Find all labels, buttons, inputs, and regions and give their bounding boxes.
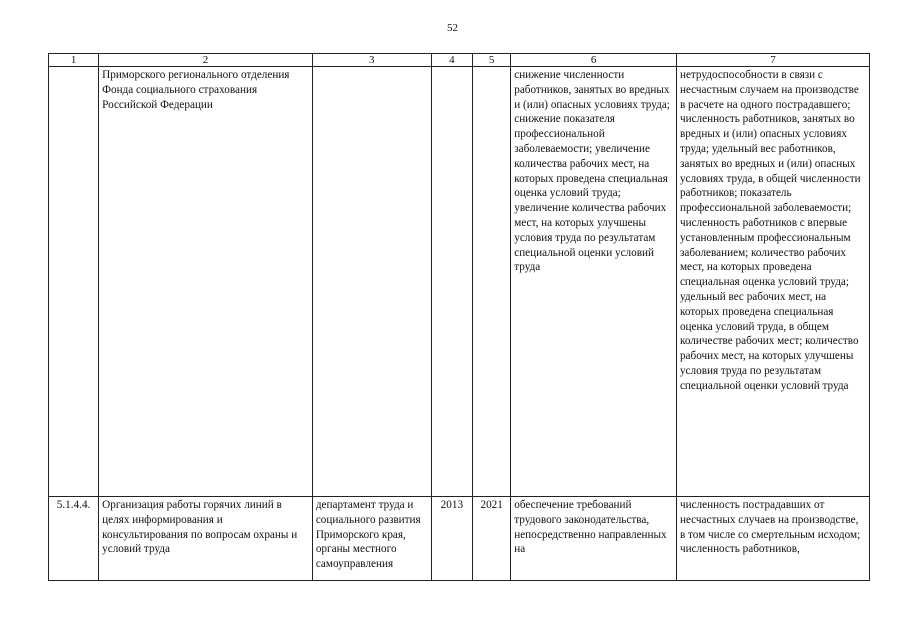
measure-number [49, 67, 99, 497]
column-number: 5 [473, 54, 511, 67]
column-number: 3 [312, 54, 431, 67]
column-number: 2 [99, 54, 313, 67]
indicators: численность пострадавших от несчастных случаев на производстве, в том числе со смертельным исходом; численность работников, [676, 497, 869, 581]
executor: департамент труда и социального развития Приморского края, органы местного самоуправления [312, 497, 431, 581]
column-number: 7 [676, 54, 869, 67]
measure-number: 5.1.4.4. [49, 497, 99, 581]
column-numbers-row [49, 54, 870, 67]
measure-name: Организация работы горячих линий в целях информирования и консультирования по вопросам охраны и условий труда [99, 497, 313, 581]
end-year [473, 67, 511, 497]
measure-name: Приморского регионального отделения Фонда социального страхования Российской Федерации [99, 67, 313, 497]
column-number: 4 [431, 54, 472, 67]
program-measures-table [48, 53, 870, 581]
column-number: 1 [49, 54, 99, 67]
indicators: нетрудоспособности в связи с несчастным случаем на производстве в расчете на одного пострадавшего; численность работников, занятых во вредных и (или) опасных условиях труда; удельный вес работников, занятых во вредных и (или) опасных условиях труда, в общей численности работников; показатель профессиональной заболеваемости; численность работников с впервые установленным профессиональным заболеванием; количество рабочих мест, на которых проведена специальная оценка условий труда; удельный вес рабочих мест, на которых проведена специальная оценка условий труда, в общем количестве рабочих мест; количество рабочих мест, на которых улучшены условия труда по результатам специальной оценки условий труда [676, 67, 869, 497]
expected-result: обеспечение требований трудового законодательства, непосредственно направленных на [511, 497, 677, 581]
table-row [49, 67, 870, 497]
start-year: 2013 [431, 497, 472, 581]
column-number: 6 [511, 54, 677, 67]
page-number: 52 [447, 22, 458, 34]
executor [312, 67, 431, 497]
expected-result: снижение численности работников, занятых во вредных и (или) опасных условиях труда; снижение показателя профессиональной заболеваемости; увеличение количества рабочих мест, на которых проведена специальная оценка условий труда; увеличение количества рабочих мест, на которых улучшены условия труда по результатам специальной оценки условий труда [511, 67, 677, 497]
end-year: 2021 [473, 497, 511, 581]
start-year [431, 67, 472, 497]
table-row [49, 497, 870, 581]
